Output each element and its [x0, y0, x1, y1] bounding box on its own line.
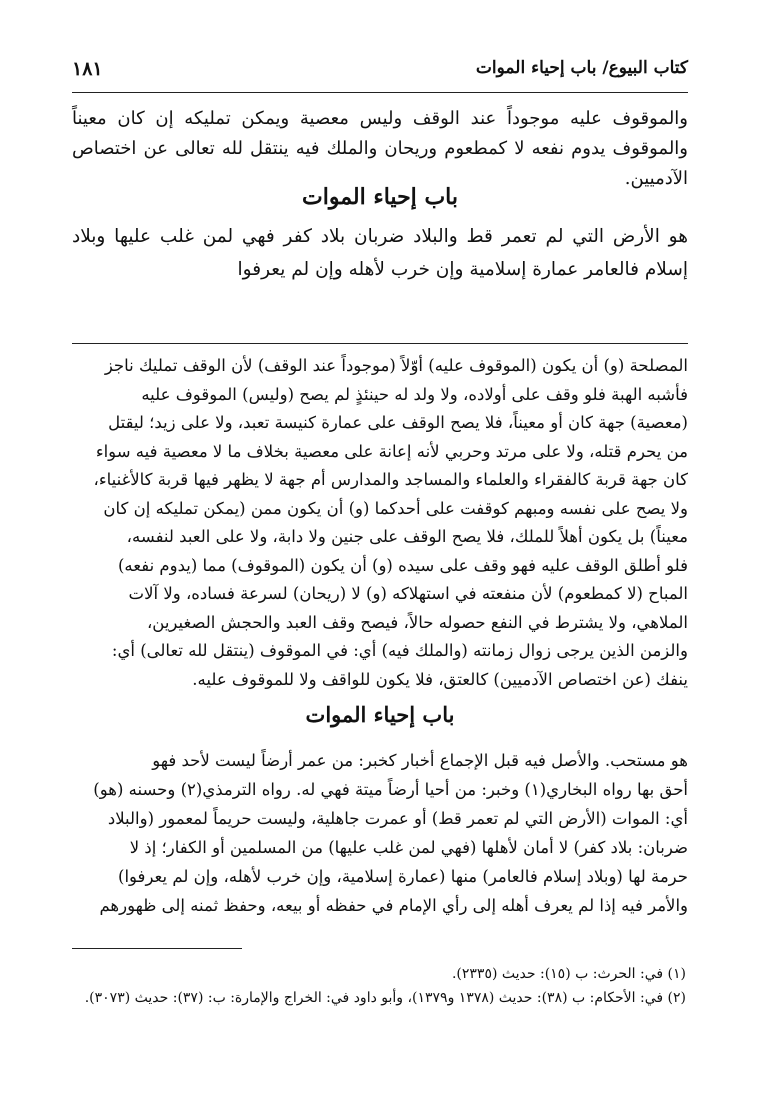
commentary-line: (معصية) جهة كان أو معيناً، فلا يصح الوقف على عمارة كنيسة تعبد، ولا على زيد؛ ليقتل — [108, 413, 688, 432]
commentary-line: المباح (لا كمطعوم) لأن منفعته في استهلاكه (و) لا (ريحان) لسرعة فساده، ولا آلات — [128, 584, 688, 603]
footnotes — [72, 962, 688, 1010]
matn-paragraph-top: والموقوف عليه موجوداً عند الوقف وليس معصية ويمكن تمليكه إن كان معيناً والموقوف يدوم نفعه لا كمطعوم وريحان والملك فيه ينتقل لله تعالى عن اختصاص الآدميين. — [72, 108, 688, 189]
footnote-1: (١) في: الحرث: ب (١٥): حديث (٢٣٣٥). — [451, 966, 686, 982]
book-page — [72, 44, 688, 1006]
matn-paragraph-section: هو الأرض التي لم تعمر قط والبلاد ضربان بلاد كفر فهي لمن غلب عليها وبلاد إسلام فالعامر عمارة إسلامية وإن خرب لأهله وإن لم يعرفوا — [72, 226, 688, 280]
footnote-2: (٢) في: الأحكام: ب (٣٨): حديث (١٣٧٨ و١٣٧٩)، وأبو داود في: الخراج والإمارة: ب: (٣٧): حديث (٣٠٧٣). — [84, 990, 686, 1006]
section-heading-commentary: باب إحياء الموات — [305, 702, 455, 727]
commentary-line: من يحرم قتله، ولا على مرتد وحربي لأنه إعانة على معصية بخلاف ما لا معصية فيه سواء — [95, 441, 688, 461]
commentary-line: هو مستحب. والأصل فيه قبل الإجماع أخبار كخبر: من عمر أرضاً ليست لأحد فهو — [152, 751, 688, 770]
commentary-line: فلو أطلق الوقف عليه فهو وقف على سيده (و) أن يكون (الموقوف) مما (يدوم نفعه) — [117, 555, 688, 575]
book-title: كتاب البيوع/ باب إحياء الموات — [475, 58, 688, 78]
commentary-line: الملاهي، ولا يشترط في النفع حصوله حالاً، فيصح وقف العبد والحجش الصغيرين، — [146, 612, 688, 632]
commentary-line: أحق بها رواه البخاري(١) وخبر: من أحيا أرضاً ميتة فهي له. رواه الترمذي(٢) وحسنه (هو) — [93, 780, 688, 799]
commentary-line: فأشبه الهبة فلو وقف على أولاده، ولا ولد له حينئذٍ لم يصح (وليس) الموقوف عليه — [141, 384, 688, 404]
commentary-line: ينفك (عن اختصاص الآدميين) كالعتق، فلا يكون للواقف ولا للموقوف عليه. — [192, 669, 688, 689]
matn-commentary-divider — [72, 343, 688, 344]
footnote-divider — [72, 948, 242, 949]
commentary-line: ضربان: بلاد كفر) لا أمان لأهلها (فهي لمن غلب عليها) من المسلمين أو الكفار؛ إذ لا — [129, 838, 688, 857]
section-heading-matn: باب إحياء الموات — [302, 184, 458, 210]
commentary-line: معيناً) بل يكون أهلاً للملك، فلا يصح الوقف على جنين ولا دابة، ولا على العبد لنفسه، — [126, 527, 688, 546]
running-header — [72, 44, 688, 78]
commentary-line: المصلحة (و) أن يكون (الموقوف عليه) أوّلاً (موجوداً عند الوقف) لأن الوقف تمليك ناجز — [104, 356, 688, 375]
commentary-line: والأمر فيه إذا لم يعرف أهله إلى رأي الإمام في حفظه أو بيعه، وحفظ ثمنه إلى ظهورهم — [99, 896, 688, 915]
page-number: ١٨١ — [72, 58, 103, 80]
commentary-line: ولا يصح على نفسه ومبهم كوقفت على أحدكما (و) أن يكون ممن (يمكن تمليكه إن كان — [103, 498, 688, 518]
header-divider — [72, 92, 688, 93]
commentary-line: حرمة لها (وبلاد إسلام فالعامر) منها (عمارة إسلامية، وإن خرب لأهله، وإن لم يعرفوا) — [118, 867, 688, 886]
commentary-line: والزمن الذين يرجى زوال زمانته (والملك فيه) أي: في الموقوف (ينتقل لله تعالى) أي: — [111, 641, 688, 660]
commentary-block-2 — [72, 746, 688, 920]
commentary-line: أي: الموات (الأرض التي لم تعمر قط) أو عمرت جاهلية، وليست حريماً لمعمور (والبلاد — [107, 809, 688, 828]
commentary-block-1 — [72, 352, 688, 694]
commentary-line: كان جهة قربة كالفقراء والعلماء والمساجد والمدارس أم جهة لا يظهر فيها قربة كالأغنياء، — [93, 470, 688, 489]
